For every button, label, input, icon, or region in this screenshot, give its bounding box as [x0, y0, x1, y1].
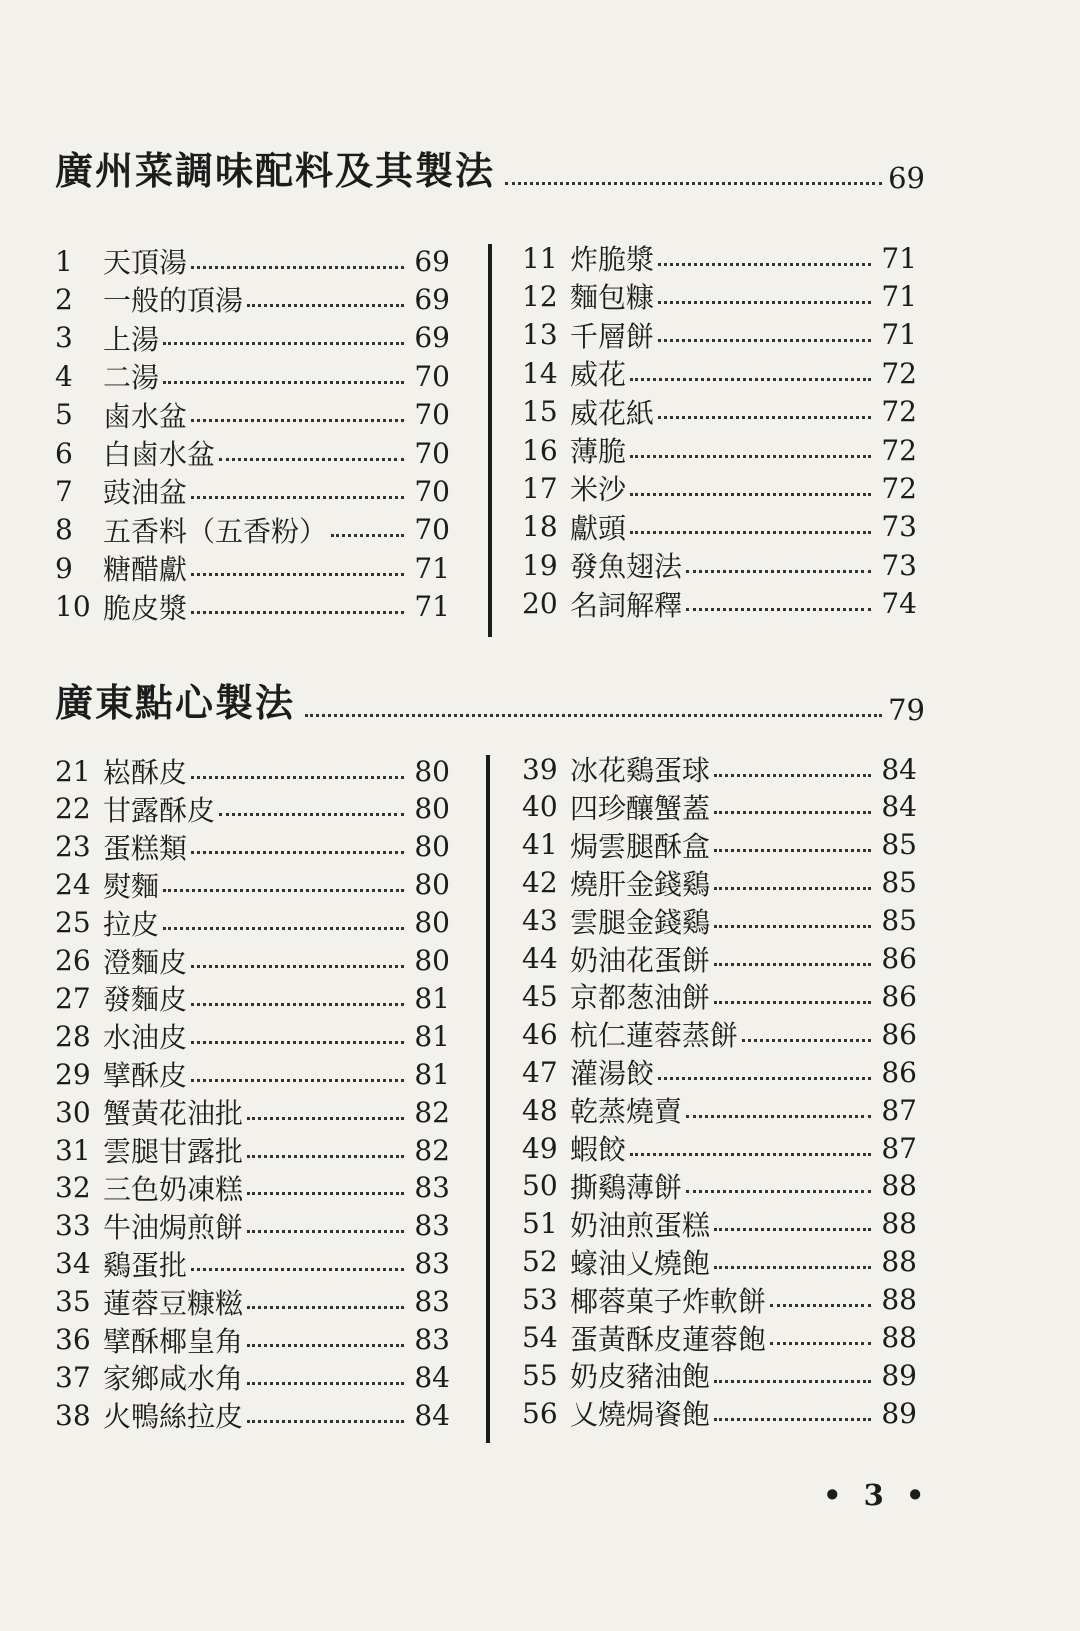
entry-number: 14	[522, 356, 558, 390]
entry-number: 46	[522, 1017, 558, 1051]
toc-entry	[522, 1394, 917, 1432]
dot-leader	[163, 927, 404, 930]
entry-page-number: 73	[881, 548, 917, 582]
entry-title: 蟹黃花油批	[103, 1097, 244, 1131]
entry-page-number: 86	[881, 1055, 917, 1089]
entry-number: 24	[55, 868, 91, 902]
dot-leader	[191, 851, 404, 854]
entry-title: 發魚翅法	[570, 550, 683, 584]
toc-entry	[55, 357, 450, 395]
entry-title: 薄脆	[570, 435, 627, 468]
entry-number: 20	[522, 587, 558, 621]
entry-number: 10	[55, 590, 91, 624]
toc-entry	[55, 1093, 450, 1131]
column-divider	[486, 755, 490, 1443]
toc-entry	[522, 1356, 917, 1394]
entry-number: 45	[522, 979, 558, 1013]
entry-page-number: 85	[881, 866, 917, 900]
entry-title: 撕鷄薄餅	[570, 1170, 683, 1204]
section-heading-guangdong-dimsum	[55, 672, 925, 727]
dot-leader	[686, 1190, 871, 1193]
toc-entry	[55, 866, 450, 904]
entry-number: 29	[55, 1057, 91, 1091]
entry-title: 蛋黃酥皮蓮蓉飽	[570, 1322, 767, 1356]
toc-entry	[522, 1319, 917, 1357]
entry-number: 7	[55, 474, 73, 508]
entry-title: 鹵水盆	[103, 399, 188, 433]
entry-title: 火鴨絲拉皮	[103, 1400, 244, 1434]
entry-title: 獻頭	[570, 511, 627, 545]
entry-page-number: 83	[414, 1323, 450, 1356]
toc-entry	[55, 1245, 450, 1283]
entry-title: 二湯	[103, 361, 160, 395]
dot-leader	[305, 714, 882, 717]
entry-title: 家鄉咸水角	[103, 1362, 244, 1396]
toc-entry	[55, 790, 450, 828]
entry-page-number: 70	[414, 436, 450, 470]
dot-leader	[247, 1420, 404, 1423]
dot-leader	[191, 776, 404, 779]
entry-number: 37	[55, 1360, 91, 1394]
entry-number: 1	[55, 244, 73, 278]
entry-page-number: 87	[881, 1093, 917, 1127]
dot-leader	[247, 304, 404, 307]
entry-number: 38	[55, 1398, 91, 1432]
entry-title: 天頂湯	[103, 246, 188, 279]
toc-entry	[522, 788, 917, 826]
entry-title: 澄麵皮	[103, 945, 188, 979]
dot-leader	[742, 1039, 871, 1042]
toc-entry	[522, 1015, 917, 1053]
entry-number: 49	[522, 1131, 558, 1165]
entry-page-number: 70	[414, 474, 450, 508]
entry-page-number: 83	[414, 1171, 450, 1205]
toc-entry	[55, 1207, 450, 1245]
entry-title: 奶皮豬油飽	[570, 1360, 711, 1394]
toc-entry	[522, 864, 917, 902]
entry-title: 蛋糕類	[103, 831, 188, 865]
entry-page-number: 83	[414, 1209, 450, 1243]
entry-title: 崧酥皮	[103, 756, 188, 789]
dot-leader	[658, 301, 871, 304]
entry-number: 16	[522, 433, 558, 467]
entry-page-number: 72	[881, 395, 917, 429]
entry-title: 杭仁蓮蓉蒸餅	[570, 1019, 739, 1053]
entry-page-number: 83	[414, 1247, 450, 1281]
section-page-number: 79	[888, 693, 925, 727]
dot-leader	[247, 1306, 404, 1309]
toc-entry	[522, 393, 917, 431]
toc-entry	[55, 752, 450, 790]
entry-page-number: 88	[881, 1283, 917, 1317]
dot-leader	[191, 965, 404, 968]
dot-leader	[505, 182, 882, 185]
entry-page-number: 86	[881, 942, 917, 975]
toc-entry	[522, 826, 917, 864]
entry-page-number: 83	[414, 1285, 450, 1319]
entry-number: 19	[522, 548, 558, 582]
entry-page-number: 70	[414, 359, 450, 393]
toc-entry	[522, 1243, 917, 1281]
dot-leader	[714, 1418, 871, 1421]
entry-page-number: 71	[414, 551, 450, 585]
toc-entry	[522, 277, 917, 315]
entry-page-number: 80	[414, 944, 450, 977]
dot-leader	[714, 1266, 871, 1269]
entry-number: 23	[55, 830, 91, 864]
dot-leader	[630, 378, 871, 381]
entry-title: 一般的頂湯	[103, 284, 244, 318]
entry-number: 44	[522, 942, 558, 975]
toc-entry	[522, 239, 917, 277]
entry-number: 34	[55, 1247, 91, 1281]
entry-title: 擘酥皮	[103, 1059, 188, 1093]
entry-title: 京都葱油餅	[570, 981, 711, 1015]
toc-entry	[522, 750, 917, 788]
entry-title: 甘露酥皮	[103, 793, 216, 827]
entry-title: 蝦餃	[570, 1133, 627, 1166]
entry-title: 五香料（五香粉）	[103, 514, 328, 548]
dot-leader	[686, 570, 871, 573]
dot-leader	[686, 1115, 871, 1118]
entry-page-number: 71	[414, 590, 450, 624]
entry-page-number: 88	[881, 1245, 917, 1279]
dot-leader	[630, 531, 871, 534]
entry-page-number: 84	[414, 1360, 450, 1394]
dot-leader	[714, 811, 871, 814]
entry-number: 32	[55, 1171, 91, 1205]
entry-title: 威花紙	[570, 396, 655, 430]
entry-title: 發麵皮	[103, 983, 188, 1017]
entry-number: 25	[55, 906, 91, 940]
entry-title: 米沙	[570, 473, 627, 507]
entry-page-number: 88	[881, 1169, 917, 1203]
dot-leader	[331, 534, 404, 537]
toc-entry	[522, 977, 917, 1015]
entry-title: 冰花鷄蛋球	[570, 754, 711, 787]
entry-number: 33	[55, 1209, 91, 1243]
toc-entry	[55, 1169, 450, 1207]
entry-title: 炸脆漿	[570, 243, 655, 276]
entry-page-number: 71	[881, 241, 917, 275]
entry-page-number: 89	[881, 1358, 917, 1392]
entry-page-number: 81	[414, 1057, 450, 1091]
dot-leader	[191, 1041, 404, 1044]
dot-leader	[658, 416, 871, 419]
entry-number: 6	[55, 436, 73, 470]
entry-page-number: 89	[881, 1396, 917, 1430]
toc-entry	[55, 319, 450, 357]
dot-leader	[714, 887, 871, 890]
entry-page-number: 80	[414, 830, 450, 864]
toc-entry	[522, 1129, 917, 1167]
entry-number: 48	[522, 1093, 558, 1127]
toc-entry	[522, 546, 917, 584]
entry-page-number: 72	[881, 471, 917, 505]
entry-page-number: 87	[881, 1131, 917, 1165]
dot-leader	[219, 458, 404, 461]
entry-page-number: 71	[881, 279, 917, 313]
toc-entry	[55, 549, 450, 587]
entry-title: 擘酥椰皇角	[103, 1324, 244, 1358]
toc-entry	[522, 1091, 917, 1129]
dot-leader	[247, 1382, 404, 1385]
section-heading-guangzhou	[55, 140, 925, 195]
dot-leader	[247, 1344, 404, 1347]
entry-page-number: 69	[414, 244, 450, 278]
dot-leader	[658, 263, 871, 266]
dot-leader	[163, 889, 404, 892]
entry-page-number: 86	[881, 979, 917, 1013]
dot-leader	[770, 1304, 871, 1307]
entry-page-number: 80	[414, 906, 450, 940]
section-title: 廣州菜調味配料及其製法	[55, 149, 496, 193]
dot-leader	[163, 342, 404, 345]
toc-entry	[522, 431, 917, 469]
entry-number: 18	[522, 510, 558, 544]
dot-leader	[191, 1003, 404, 1006]
entry-page-number: 70	[414, 513, 450, 547]
toc-entry	[55, 588, 450, 626]
dot-leader	[191, 1268, 404, 1271]
entry-title: 焗雲腿酥盒	[570, 829, 711, 863]
entry-number: 39	[522, 752, 558, 786]
entry-number: 55	[522, 1358, 558, 1392]
entry-title: 水油皮	[103, 1021, 188, 1055]
entry-number: 47	[522, 1055, 558, 1089]
dot-leader	[714, 1380, 871, 1383]
entry-page-number: 82	[414, 1095, 450, 1129]
toc-entry	[55, 1131, 450, 1169]
entry-number: 31	[55, 1133, 91, 1167]
entry-page-number: 71	[881, 318, 917, 352]
entry-page-number: 81	[414, 1019, 450, 1053]
entry-page-number: 86	[881, 1017, 917, 1051]
toc-entry	[55, 1283, 450, 1321]
entry-title: 灌湯餃	[570, 1057, 655, 1091]
entry-page-number: 80	[414, 868, 450, 902]
entry-number: 52	[522, 1245, 558, 1279]
entry-page-number: 70	[414, 398, 450, 432]
entry-number: 3	[55, 321, 73, 355]
dot-leader	[191, 611, 404, 614]
entry-title: 豉油盆	[103, 476, 188, 510]
entry-number: 12	[522, 279, 558, 313]
entry-title: 乾蒸燒賣	[570, 1095, 683, 1129]
entry-page-number: 81	[414, 981, 450, 1015]
toc-entry	[522, 1281, 917, 1319]
dot-leader	[191, 419, 404, 422]
dot-leader	[219, 813, 404, 816]
entry-page-number: 85	[881, 904, 917, 938]
page-folio: • 3 •	[823, 1478, 931, 1512]
dot-leader	[630, 455, 871, 458]
entry-title: 雲腿金錢鷄	[570, 905, 711, 939]
entry-page-number: 69	[414, 282, 450, 316]
entry-title: 蠔油乂燒飽	[570, 1246, 711, 1280]
entry-page-number: 88	[881, 1321, 917, 1354]
toc-entry	[55, 1321, 450, 1359]
dot-leader	[191, 266, 404, 269]
entry-number: 54	[522, 1321, 558, 1354]
entry-title: 脆皮漿	[103, 591, 188, 625]
entry-number: 21	[55, 754, 91, 788]
entry-number: 41	[522, 828, 558, 862]
entry-number: 51	[522, 1207, 558, 1241]
dot-leader	[770, 1342, 871, 1345]
entry-page-number: 73	[881, 510, 917, 544]
entry-title: 鷄蛋批	[103, 1248, 188, 1282]
entry-title: 燒肝金錢鷄	[570, 867, 711, 901]
entry-title: 白鹵水盆	[103, 438, 216, 471]
entry-page-number: 84	[414, 1398, 450, 1432]
dot-leader	[630, 493, 871, 496]
entry-title: 三色奶凍糕	[103, 1172, 244, 1206]
toc-entry	[55, 1396, 450, 1434]
entry-title: 雲腿甘露批	[103, 1135, 244, 1168]
entry-page-number: 84	[881, 790, 917, 824]
entry-number: 9	[55, 551, 73, 585]
entry-number: 17	[522, 471, 558, 505]
toc-entry	[55, 242, 450, 280]
toc-entry	[522, 585, 917, 623]
entry-page-number: 82	[414, 1133, 450, 1167]
toc-entry	[55, 511, 450, 549]
toc-entry	[55, 904, 450, 942]
toc-entry	[55, 434, 450, 472]
column-divider	[488, 244, 492, 637]
entry-number: 28	[55, 1019, 91, 1053]
entry-number: 36	[55, 1323, 91, 1356]
toc-entry	[55, 828, 450, 866]
entry-page-number: 72	[881, 433, 917, 467]
section-title: 廣東點心製法	[55, 681, 296, 725]
toc-entry	[522, 1053, 917, 1091]
toc-entry	[522, 1167, 917, 1205]
entry-title: 麵包糠	[570, 281, 655, 315]
dot-leader	[714, 963, 871, 966]
dot-leader	[630, 1153, 871, 1156]
entry-number: 27	[55, 981, 91, 1015]
toc-entry	[55, 942, 450, 980]
toc-entry	[55, 979, 450, 1017]
entry-page-number: 85	[881, 828, 917, 862]
entry-number: 56	[522, 1396, 558, 1430]
entry-number: 4	[55, 359, 73, 393]
dot-leader	[686, 608, 871, 611]
dot-leader	[247, 1230, 404, 1233]
toc-entry	[522, 469, 917, 507]
toc-entry	[55, 396, 450, 434]
entry-page-number: 84	[881, 752, 917, 786]
toc-entry	[522, 940, 917, 978]
entry-page-number: 74	[881, 587, 917, 621]
dot-leader	[191, 496, 404, 499]
entry-title: 奶油煎蛋糕	[570, 1208, 711, 1242]
entry-title: 乂燒焗餈飽	[570, 1398, 711, 1432]
section-page-number: 69	[888, 161, 925, 195]
entry-title: 四珍釀蟹蓋	[570, 791, 711, 825]
dot-leader	[191, 573, 404, 576]
dot-leader	[247, 1192, 404, 1195]
dot-leader	[658, 1077, 871, 1080]
toc-entry	[522, 354, 917, 392]
entry-page-number: 88	[881, 1207, 917, 1241]
dot-leader	[714, 774, 871, 777]
entry-number: 13	[522, 318, 558, 352]
toc-entry	[522, 902, 917, 940]
toc-entry	[55, 1055, 450, 1093]
entry-title: 奶油花蛋餅	[570, 943, 711, 977]
dot-leader	[714, 1001, 871, 1004]
entry-number: 15	[522, 395, 558, 429]
dot-leader	[714, 1228, 871, 1231]
entry-number: 40	[522, 790, 558, 824]
toc-entry	[522, 508, 917, 546]
entry-title: 千層餅	[570, 319, 655, 353]
entry-page-number: 80	[414, 754, 450, 788]
entry-number: 53	[522, 1283, 558, 1317]
toc-entry	[55, 1017, 450, 1055]
dot-leader	[191, 1079, 404, 1082]
entry-title: 熨麵	[103, 869, 160, 903]
entry-title: 蓮蓉豆糠糍	[103, 1286, 244, 1320]
entry-number: 22	[55, 792, 91, 826]
entry-title: 上湯	[103, 322, 160, 356]
entry-page-number: 80	[414, 792, 450, 826]
toc-entry	[55, 280, 450, 318]
entry-title: 名詞解釋	[570, 588, 683, 622]
entry-title: 椰蓉菓子炸軟餅	[570, 1284, 767, 1318]
entry-number: 26	[55, 944, 91, 977]
entry-number: 8	[55, 513, 73, 547]
dot-leader	[714, 925, 871, 928]
entry-number: 50	[522, 1169, 558, 1203]
entry-page-number: 72	[881, 356, 917, 390]
entry-number: 2	[55, 282, 73, 316]
toc-entry	[522, 316, 917, 354]
entry-number: 11	[522, 241, 558, 275]
entry-title: 糖醋獻	[103, 553, 188, 587]
dot-leader	[163, 381, 404, 384]
entry-number: 5	[55, 398, 73, 432]
toc-entry	[55, 472, 450, 510]
entry-title: 威花	[570, 358, 627, 392]
entry-number: 43	[522, 904, 558, 938]
entry-number: 42	[522, 866, 558, 900]
dot-leader	[247, 1117, 404, 1120]
dot-leader	[247, 1155, 404, 1158]
entry-title: 牛油焗煎餅	[103, 1210, 244, 1244]
entry-number: 30	[55, 1095, 91, 1129]
toc-entry	[522, 1205, 917, 1243]
entry-number: 35	[55, 1285, 91, 1319]
toc-entry	[55, 1358, 450, 1396]
entry-title: 拉皮	[103, 907, 160, 941]
dot-leader	[658, 339, 871, 342]
dot-leader	[714, 849, 871, 852]
entry-page-number: 69	[414, 321, 450, 355]
